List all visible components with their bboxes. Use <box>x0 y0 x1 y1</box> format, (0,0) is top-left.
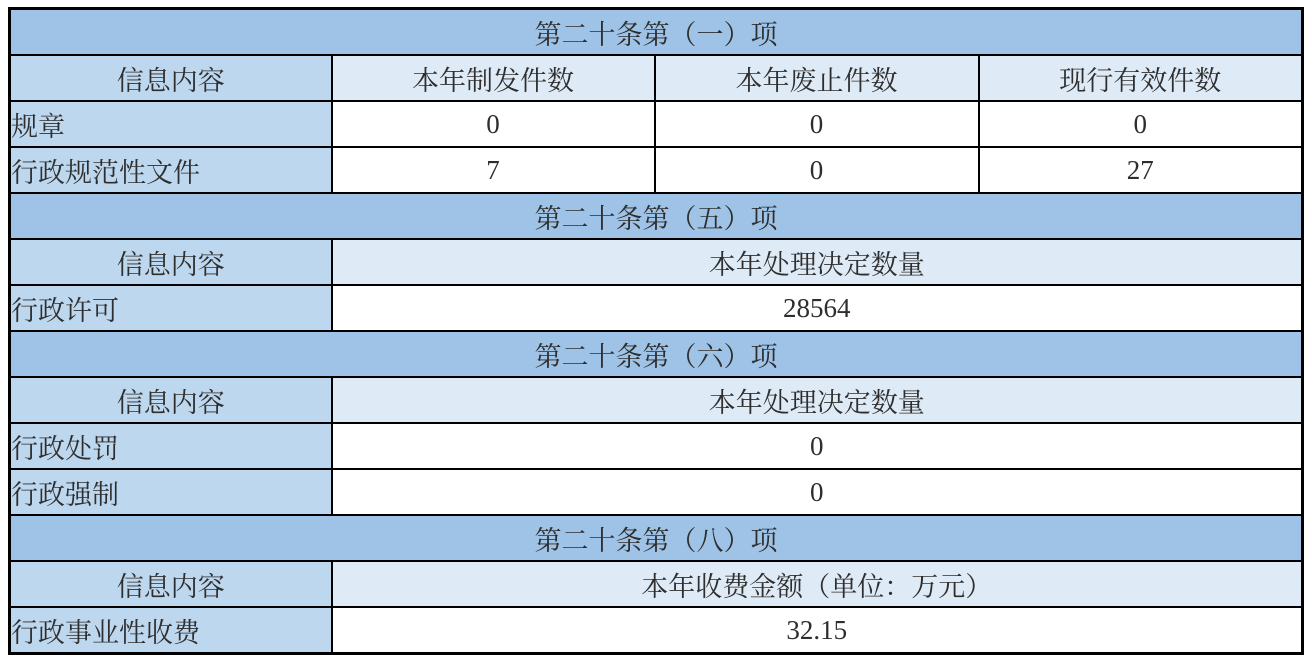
value-cell: 7 <box>332 147 655 193</box>
table-row <box>10 9 1303 56</box>
table-row <box>10 469 1303 515</box>
column-header-decisions-count: 本年处理决定数量 <box>332 239 1303 285</box>
value-cell: 32.15 <box>332 607 1303 654</box>
column-header-info-content: 信息内容 <box>10 239 332 285</box>
value-cell: 0 <box>332 101 655 147</box>
value-cell: 0 <box>979 101 1303 147</box>
table-row <box>10 147 1303 193</box>
column-header-effective-count: 现行有效件数 <box>979 55 1303 101</box>
value-cell: 0 <box>332 423 1303 469</box>
column-header-info-content: 信息内容 <box>10 377 332 423</box>
row-label: 行政规范性文件 <box>10 147 332 193</box>
table-row <box>10 285 1303 331</box>
column-header-abolished-count: 本年废止件数 <box>655 55 979 101</box>
table-row <box>10 607 1303 654</box>
table-row <box>10 561 1303 607</box>
section-title: 第二十条第（六）项 <box>10 331 1303 377</box>
value-cell: 0 <box>332 469 1303 515</box>
row-label: 行政强制 <box>10 469 332 515</box>
row-label: 行政事业性收费 <box>10 607 332 654</box>
table-row <box>10 101 1303 147</box>
section-title: 第二十条第（八）项 <box>10 515 1303 561</box>
column-header-info-content: 信息内容 <box>10 55 332 101</box>
table-row <box>10 515 1303 561</box>
row-label: 行政许可 <box>10 285 332 331</box>
table-row <box>10 193 1303 239</box>
column-header-decisions-count: 本年处理决定数量 <box>332 377 1303 423</box>
table-row <box>10 377 1303 423</box>
row-label: 行政处罚 <box>10 423 332 469</box>
value-cell: 0 <box>655 101 979 147</box>
table-row <box>10 55 1303 101</box>
column-header-fees-amount: 本年收费金额（单位：万元） <box>332 561 1303 607</box>
disclosure-statistics-table <box>8 7 1304 655</box>
column-header-info-content: 信息内容 <box>10 561 332 607</box>
value-cell: 27 <box>979 147 1303 193</box>
table-row <box>10 331 1303 377</box>
row-label: 规章 <box>10 101 332 147</box>
section-title: 第二十条第（一）项 <box>10 9 1303 56</box>
table-row <box>10 423 1303 469</box>
column-header-issued-count: 本年制发件数 <box>332 55 655 101</box>
value-cell: 28564 <box>332 285 1303 331</box>
section-title: 第二十条第（五）项 <box>10 193 1303 239</box>
value-cell: 0 <box>655 147 979 193</box>
table-row <box>10 239 1303 285</box>
